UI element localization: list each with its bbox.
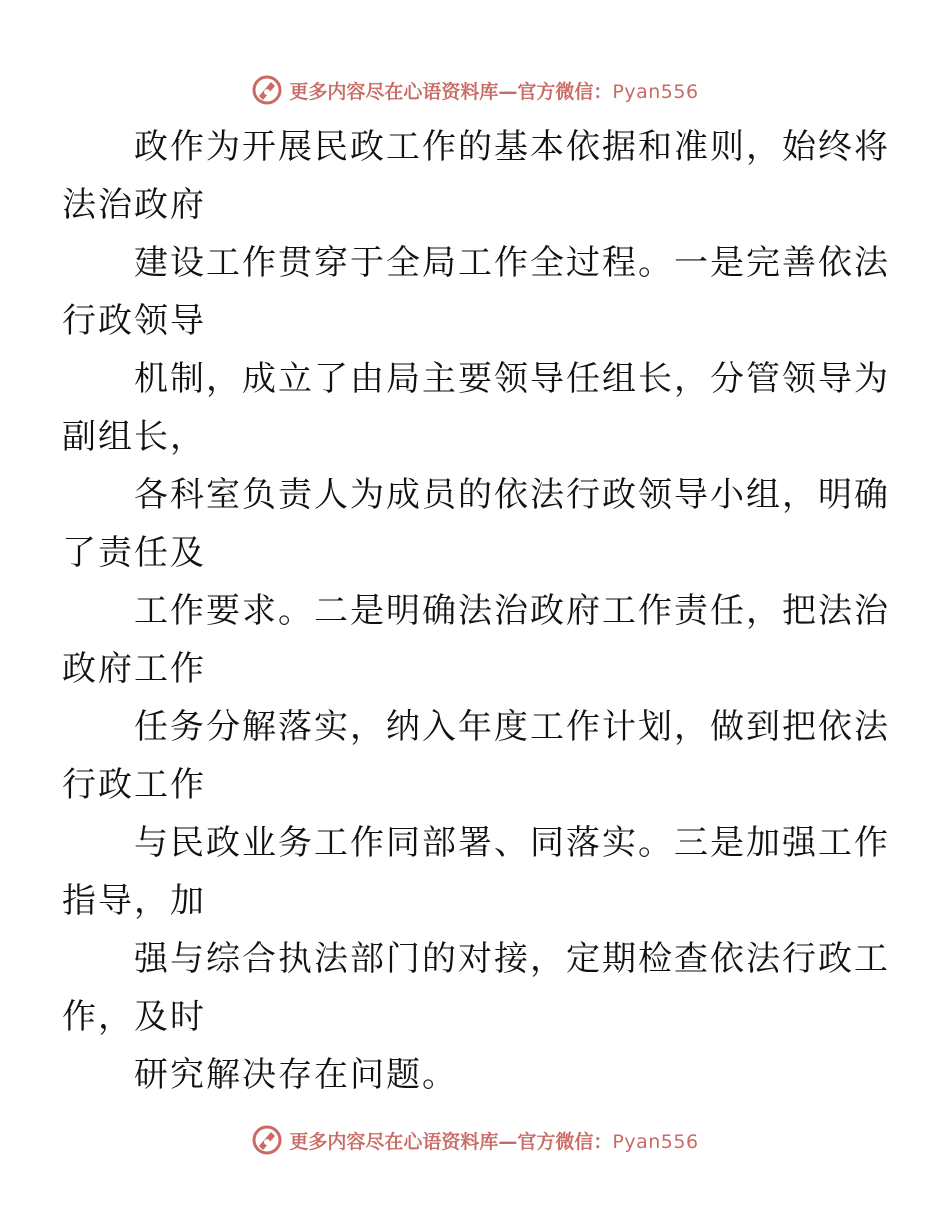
document-body (62, 118, 890, 1104)
watermark-text: 更多内容尽在心语资料库—官方微信：Pyan556 (289, 80, 699, 103)
watermark-header (0, 70, 950, 110)
text-line: 任务分解落实，纳入年度工作计划，做到把依法 行政工作 (62, 707, 890, 805)
text-line: 强与综合执法部门的对接，定期检查依法行政工 作，及时 (62, 939, 890, 1037)
watermark-footer (0, 1120, 950, 1160)
logo-icon (251, 74, 283, 106)
text-line: 研究解决存在问题。 (134, 1055, 458, 1095)
text-line: 工作要求。二是明确法治政府工作责任，把法治 政府工作 (62, 591, 890, 689)
text-line: 建设工作贯穿于全局工作全过程。一是完善依法 行政领导 (62, 243, 890, 341)
text-line: 政作为开展民政工作的基本依据和准则，始终将 法治政府 (62, 127, 890, 225)
text-line: 与民政业务工作同部署、同落实。三是加强工作 指导，加 (62, 823, 890, 921)
text-line: 机制，成立了由局主要领导任组长，分管领导为 副组长， (62, 359, 890, 457)
text-line: 各科室负责人为成员的依法行政领导小组，明确 了责任及 (62, 475, 890, 573)
watermark-text: 更多内容尽在心语资料库—官方微信：Pyan556 (289, 1130, 699, 1153)
logo-icon (251, 1124, 283, 1156)
